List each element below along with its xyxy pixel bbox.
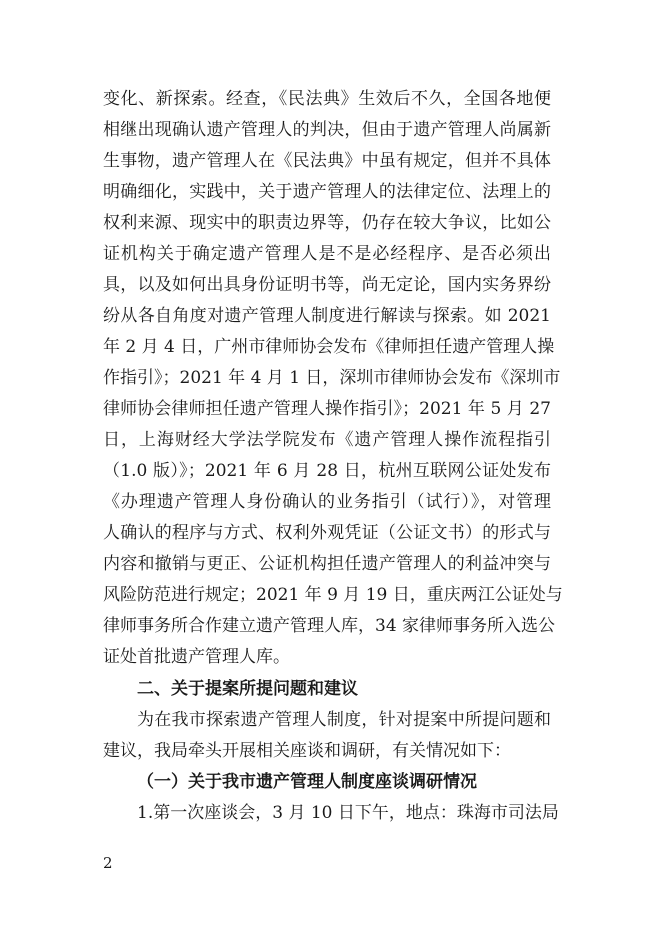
body-line: 人确认的程序与方式、权利外观凭证（公证文书）的形式与	[103, 523, 551, 543]
body-line: 内容和撤销与更正、公证机构担任遗产管理人的利益冲突与	[103, 554, 551, 574]
body-line: 变化、新探索。经查，《民法典》生效后不久，全国各地便	[103, 89, 551, 109]
body-line: 年 2 月 4 日，广州市律师协会发布《律师担任遗产管理人操	[103, 337, 555, 357]
body-line: 作指引》；2021 年 4 月 1 日，深圳市律师协会发布《深圳市	[103, 368, 561, 388]
intro-line: 为在我市探索遗产管理人制度，针对提案中所提问题和	[137, 710, 551, 730]
body-line: 日，上海财经大学法学院发布《遗产管理人操作流程指引	[103, 430, 551, 450]
body-line: （1.0 版）》；2021 年 6 月 28 日，杭州互联网公证处发布	[103, 461, 551, 481]
body-line: 生事物，遗产管理人在《民法典》中虽有规定，但并不具体	[103, 151, 551, 171]
body-line: 纷从各自角度对遗产管理人制度进行解读与探索。如 2021	[103, 306, 551, 326]
body-line: 律师事务所合作建立遗产管理人库，34 家律师事务所入选公	[103, 616, 556, 636]
item-line: 1.第一次座谈会，3 月 10 日下午，地点：珠海市司法局	[137, 803, 559, 823]
body-line: 具，以及如何出具身份证明书等，尚无定论，国内实务界纷	[103, 275, 551, 295]
body-line: 律师协会律师担任遗产管理人操作指引》；2021 年 5 月 27	[103, 399, 551, 419]
body-line: 明确细化，实践中，关于遗产管理人的法律定位、法理上的	[103, 182, 551, 202]
body-line: 证机构关于确定遗产管理人是不是必经程序、是否必须出	[103, 244, 551, 264]
body-line: 相继出现确认遗产管理人的判决，但由于遗产管理人尚属新	[103, 120, 551, 140]
body-line: 风险防范进行规定；2021 年 9 月 19 日，重庆两江公证处与	[103, 585, 563, 605]
page-number: 2	[103, 854, 113, 872]
intro-line: 建议，我局牵头开展相关座谈和调研，有关情况如下：	[103, 741, 511, 761]
body-line: 证处首批遗产管理人库。	[103, 647, 290, 667]
subsection-heading: （一）关于我市遗产管理人制度座谈调研情况	[137, 772, 477, 792]
body-line: 权利来源、现实中的职责边界等，仍存在较大争议，比如公	[103, 213, 551, 233]
section-heading: 二、关于提案所提问题和建议	[137, 679, 358, 699]
body-line: 《办理遗产管理人身份确认的业务指引（试行）》，对管理	[103, 492, 551, 512]
